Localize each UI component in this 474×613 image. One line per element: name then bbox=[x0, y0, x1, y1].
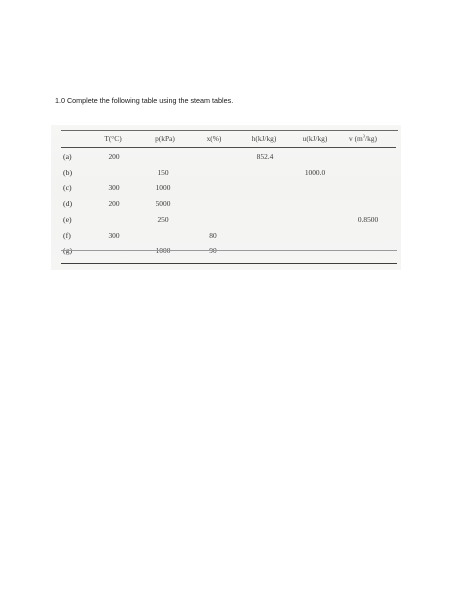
row-label: (c) bbox=[63, 183, 72, 192]
header-pressure: p(kPa) bbox=[155, 134, 175, 143]
table-bottom-rule bbox=[61, 263, 397, 264]
cell-temperature: 300 bbox=[108, 231, 120, 240]
cell-quality: 80 bbox=[209, 231, 217, 240]
table-separator-rule bbox=[61, 250, 397, 251]
header-volume-unit-start: v (m bbox=[349, 134, 363, 143]
header-volume-unit-end: /kg) bbox=[365, 134, 377, 143]
table-top-rule bbox=[61, 130, 398, 131]
question-text: 1.0 Complete the following table using the steam tables. bbox=[55, 96, 234, 105]
header-temperature: T(°C) bbox=[104, 134, 122, 143]
cell-pressure: 150 bbox=[157, 168, 169, 177]
header-internal-energy: u(kJ/kg) bbox=[302, 134, 328, 143]
cell-temperature: 200 bbox=[108, 152, 120, 161]
header-specific-volume bbox=[349, 135, 377, 142]
cell-temperature: 200 bbox=[108, 199, 120, 208]
cell-enthalpy: 852.4 bbox=[256, 152, 274, 161]
row-label: (a) bbox=[63, 152, 72, 161]
cell-pressure: 250 bbox=[157, 215, 169, 224]
cell-pressure: 1000 bbox=[155, 183, 171, 192]
header-volume-exponent: 3 bbox=[362, 133, 366, 139]
cell-internal-energy: 1000.0 bbox=[304, 168, 326, 177]
cell-temperature: 300 bbox=[108, 183, 120, 192]
steam-table-image bbox=[51, 125, 401, 270]
cell-specific-volume: 0.8500 bbox=[357, 215, 379, 224]
cell-pressure: 5000 bbox=[155, 199, 171, 208]
table-header-rule bbox=[61, 147, 396, 148]
header-quality: x(%) bbox=[206, 134, 222, 143]
header-enthalpy: h(kJ/kg) bbox=[251, 134, 277, 143]
row-label: (e) bbox=[63, 215, 72, 224]
row-label: (b) bbox=[63, 168, 73, 177]
row-label: (d) bbox=[63, 199, 73, 208]
row-label: (f) bbox=[63, 231, 71, 240]
